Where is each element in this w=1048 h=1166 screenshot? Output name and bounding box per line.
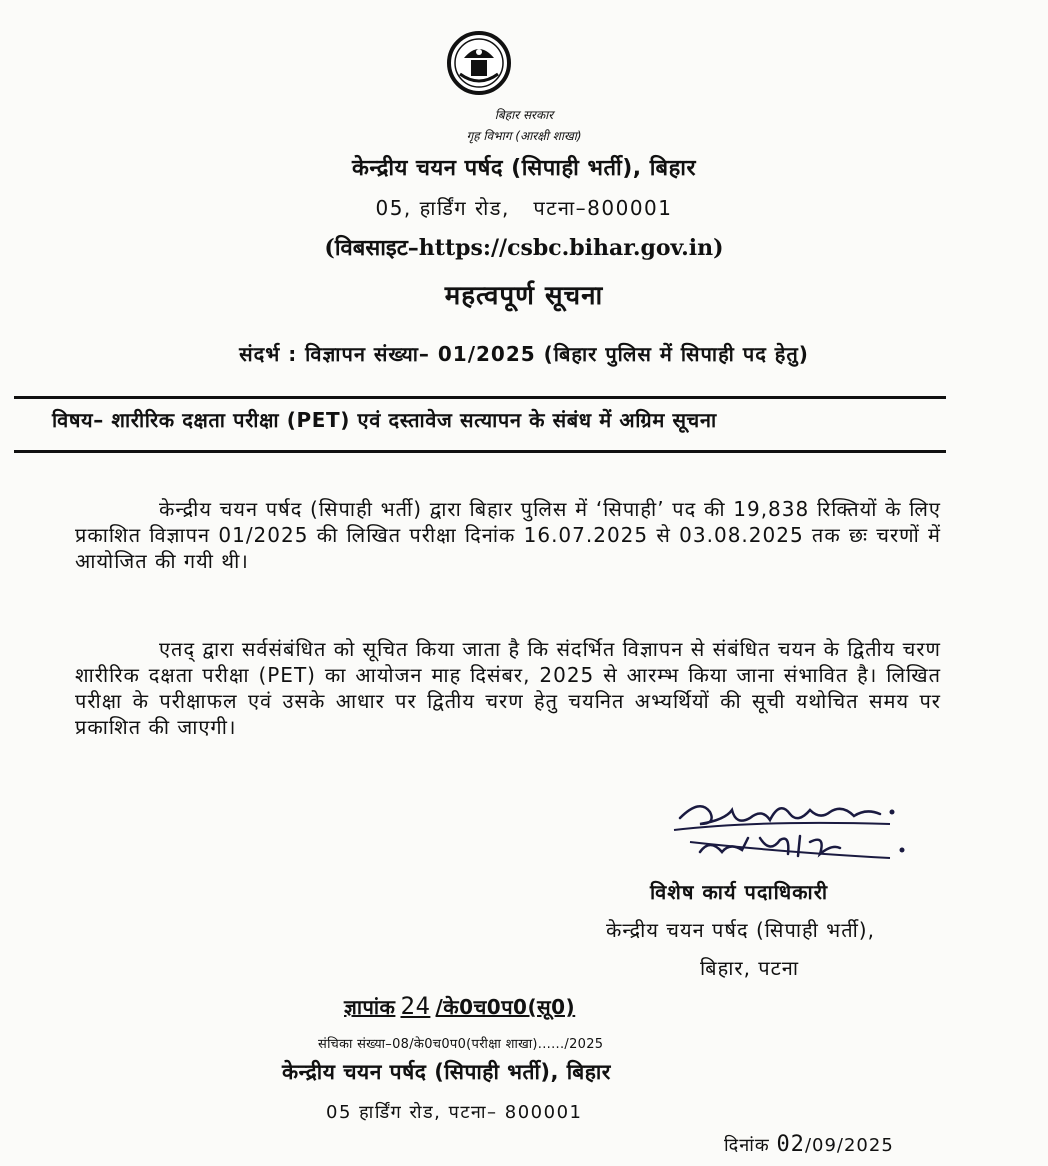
signatory-place: बिहार, पटना bbox=[700, 956, 800, 980]
government-emblem-icon bbox=[444, 28, 514, 108]
handwritten-signature bbox=[670, 790, 920, 870]
body-paragraph-1 bbox=[75, 496, 941, 574]
issue-date bbox=[724, 1132, 894, 1157]
divider-bottom bbox=[14, 450, 946, 453]
notice-title: महत्वपूर्ण सूचना bbox=[444, 281, 604, 311]
footer-address: 05 हार्डिंग रोड, पटना– 800001 bbox=[326, 1102, 583, 1123]
website-link[interactable]: (विबसाइट–https://csbc.bihar.gov.in) bbox=[324, 235, 724, 261]
memo-label: ज्ञापांक bbox=[344, 995, 396, 1019]
file-number: संचिका संख्या–08/के0च0प0(परीक्षा शाखा)....../2025 bbox=[318, 1037, 604, 1052]
signatory-office: केन्द्रीय चयन पर्षद (सिपाही भर्ती), bbox=[606, 918, 875, 942]
reference-line: संदर्भ : विज्ञापन संख्या– 01/2025 (बिहार पुलिस में सिपाही पद हेतु) bbox=[239, 342, 809, 366]
date-day-handwritten: 02 bbox=[776, 1132, 805, 1157]
organization-address: 05, हार्डिंग रोड, पटना–800001 bbox=[375, 196, 673, 220]
memo-handwritten-number: 24 bbox=[400, 992, 431, 1020]
date-month-year: /09/2025 bbox=[804, 1135, 894, 1156]
memo-suffix: /के0च0प0(सू0) bbox=[435, 995, 576, 1019]
organization-name: केन्द्रीय चयन पर्षद (सिपाही भर्ती), बिहार bbox=[352, 156, 696, 181]
subject-line: विषय– शारीरिक दक्षता परीक्षा (PET) एवं दस्तावेज सत्यापन के संबंध में अग्रिम सूचना bbox=[52, 408, 717, 432]
signatory-designation: विशेष कार्य पदाधिकारी bbox=[650, 880, 829, 904]
footer-organization: केन्द्रीय चयन पर्षद (सिपाही भर्ती), बिहार bbox=[282, 1060, 611, 1084]
memo-number bbox=[344, 992, 575, 1020]
divider-top bbox=[14, 396, 946, 399]
date-label: दिनांक bbox=[724, 1135, 770, 1156]
gov-name: बिहार सरकार bbox=[494, 108, 554, 122]
para2-text: एतद् द्वारा सर्वसंबंधित को सूचित किया जाता है कि संदर्भित विज्ञापन से संबंधित चयन के द्वितीय चरण शारीरिक दक्षता परीक्षा (PET) का आयोजन माह दिसंबर, 2025 से आरम्भ किया जाना संभावित है। लिखित परीक्षा के परीक्षाफल एवं उसके आधार पर द्वितीय चरण हेतु चयनित अभ्यर्थियों की सूची यथोचित समय पर प्रकाशित की जाएगी। bbox=[75, 637, 941, 739]
para1-text: केन्द्रीय चयन पर्षद (सिपाही भर्ती) द्वारा बिहार पुलिस में ‘सिपाही’ पद की 19,838 रिक्तियों के लिए प्रकाशित विज्ञापन 01/2025 की लिखित परीक्षा दिनांक 16.07.2025 से 03.08.2025 तक छः चरणों में आयोजित की गयी थी। bbox=[75, 497, 941, 573]
department-name: गृह विभाग (आरक्षी शाखा) bbox=[466, 129, 582, 143]
body-paragraph-2 bbox=[75, 636, 941, 740]
